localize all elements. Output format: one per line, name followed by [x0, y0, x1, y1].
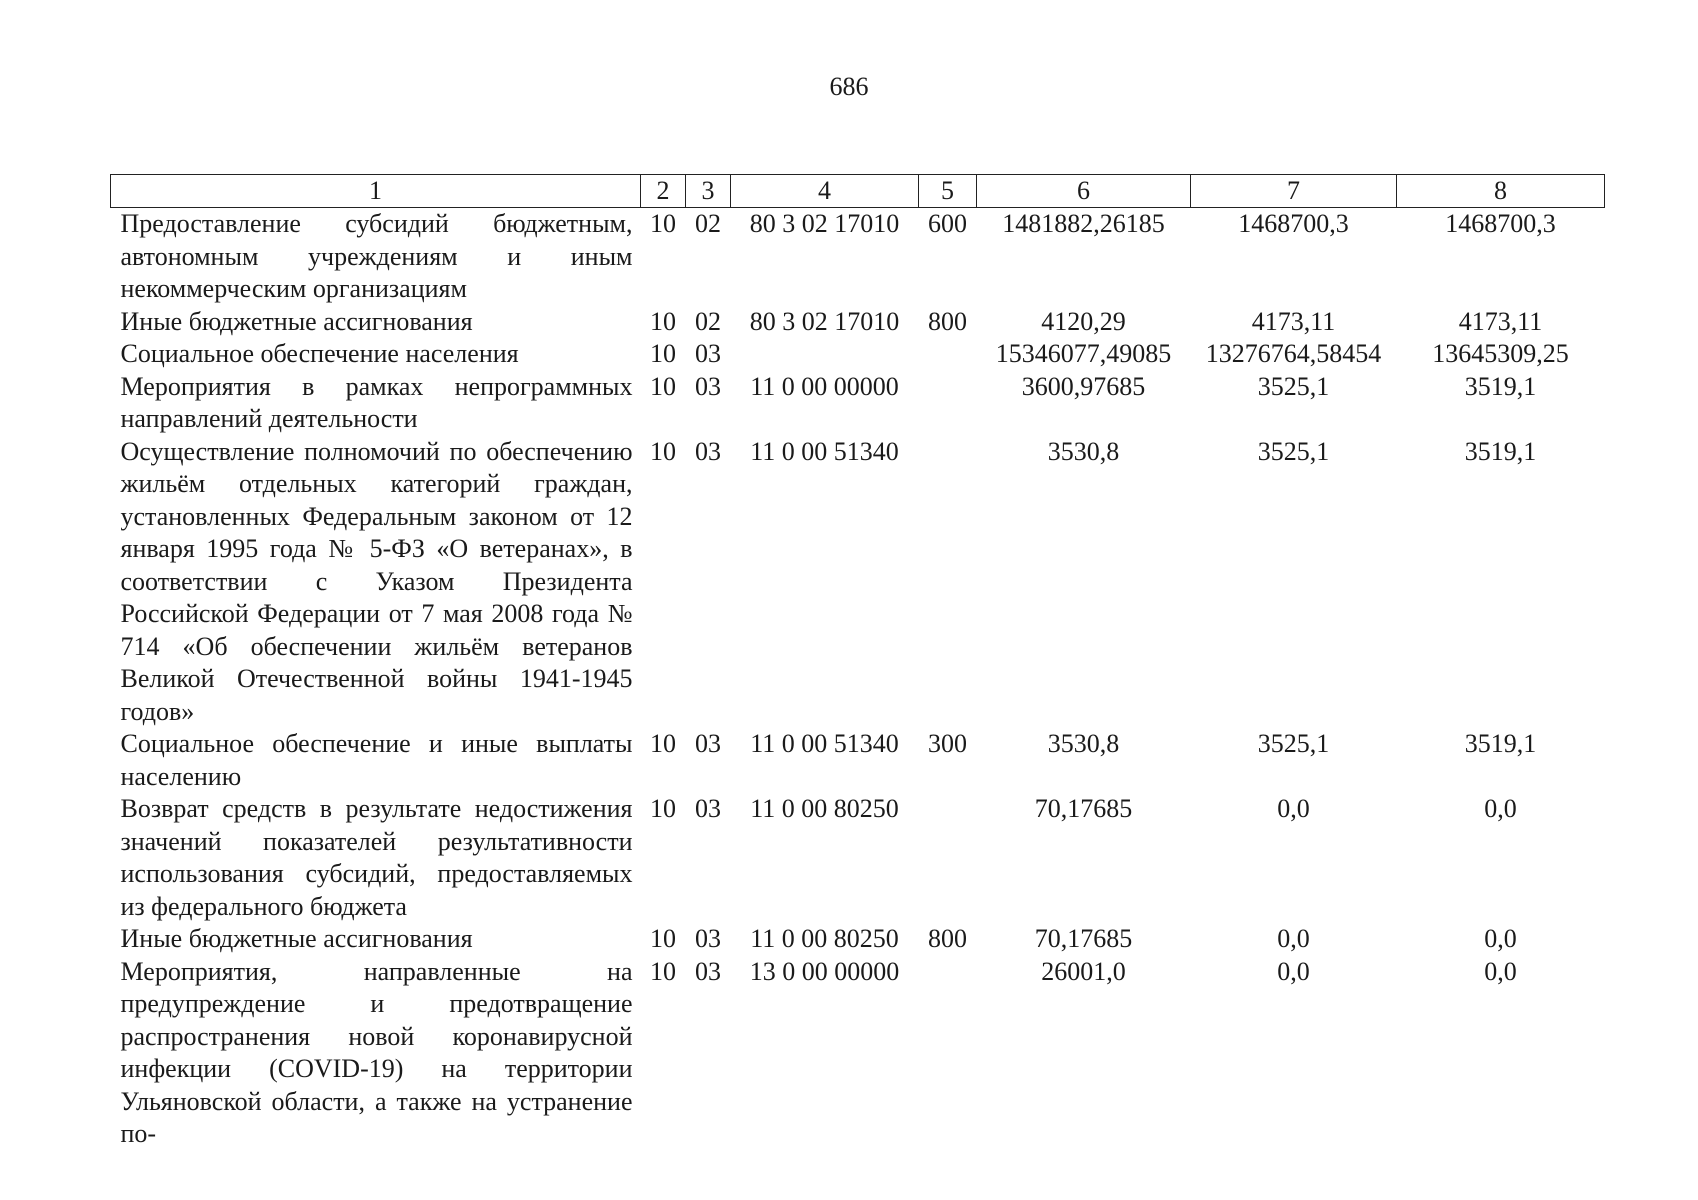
row-section: 10: [650, 956, 676, 986]
column-header-8: 8: [1397, 175, 1605, 208]
row-target-article: 11 0 00 80250: [750, 794, 899, 823]
row-section: 10: [650, 436, 676, 466]
row-expense-type: [919, 793, 977, 923]
table-row: [111, 338, 1605, 371]
row-amount-col7: 0,0: [1277, 956, 1310, 986]
row-name: Социальное обеспечение и иные выплаты населению: [120, 729, 633, 791]
row-section: 10: [650, 794, 676, 823]
row-amount-col8: 1468700,3: [1445, 209, 1556, 238]
row-name: Социальное обеспечение населения: [120, 339, 519, 368]
row-name: Осуществление полномочий по обеспечению жильём отдельных категорий граждан, установленных Федеральным законом от 12 января 1995 года № 5-ФЗ «О ветеранах», в соответствии с Указом Президента Российской Федерации от 7 мая 2008 года № 714 «Об обеспечении жильём ветеранов Великой Отечественной войны 1941-1945 годов»: [120, 436, 633, 726]
row-amount-col7: 3525,1: [1257, 729, 1330, 758]
table-row: [111, 728, 1605, 793]
table-row: [111, 436, 1605, 729]
table-row: [111, 371, 1605, 436]
row-subsection: 03: [695, 924, 721, 953]
table-row: [111, 793, 1605, 923]
page-number: 686: [829, 72, 869, 101]
budget-table: [110, 174, 1605, 1151]
row-name: Возврат средств в результате недостижения значений показателей результативности использования субсидий, предоставляемых из федерального бюджета: [120, 794, 633, 921]
row-amount-col8: 13645309,25: [1432, 339, 1569, 368]
table-row: [111, 923, 1605, 956]
row-amount-col8: 0,0: [1484, 924, 1517, 953]
row-amount-col7: 4173,11: [1251, 306, 1336, 336]
row-target-article: 80 3 02 17010: [749, 306, 900, 336]
row-expense-type: 600: [928, 209, 967, 238]
table-row: [111, 208, 1605, 306]
row-amount-col6: 4120,29: [1041, 306, 1126, 336]
row-section: 10: [650, 371, 676, 401]
row-target-article: 80 3 02 17010: [749, 209, 900, 238]
row-amount-col6: 3530,8: [1047, 436, 1120, 466]
column-header-1: 1: [111, 175, 641, 208]
row-subsection: 02: [695, 209, 721, 238]
column-header-3: 3: [686, 175, 731, 208]
column-header-7: 7: [1191, 175, 1397, 208]
table-row: [111, 956, 1605, 1151]
row-name: Предоставление субсидий бюджетным, автономным учреждениям и иным некоммерческим организациям: [120, 209, 633, 303]
row-amount-col8: 0,0: [1484, 956, 1517, 986]
row-expense-type: 800: [928, 306, 967, 336]
row-amount-col7: 13276764,58454: [1205, 339, 1382, 368]
row-target-article: 11 0 00 51340: [750, 729, 899, 758]
row-subsection: 03: [695, 339, 721, 368]
row-target-article: [731, 338, 919, 371]
row-section: 10: [650, 729, 676, 758]
row-amount-col6: 15346077,49085: [995, 339, 1172, 368]
column-header-5: 5: [919, 175, 977, 208]
row-name: Иные бюджетные ассигнования: [120, 306, 473, 336]
row-amount-col6: 70,17685: [1034, 924, 1133, 953]
row-target-article: 11 0 00 80250: [750, 924, 899, 953]
row-name: Иные бюджетные ассигнования: [120, 924, 473, 953]
row-amount-col7: 1468700,3: [1238, 209, 1349, 238]
row-expense-type: [919, 436, 977, 729]
row-name: Мероприятия в рамках непрограммных направлений деятельности: [120, 371, 633, 433]
row-expense-type: [919, 338, 977, 371]
row-subsection: 03: [695, 371, 721, 401]
row-section: 10: [650, 209, 676, 238]
column-header-6: 6: [977, 175, 1191, 208]
row-name: Мероприятия, направленные на предупреждение и предотвращение распространения новой коронавирусной инфекции (COVID-19) на территории Ульяновской области, а также на устранение по-: [120, 956, 633, 1148]
row-amount-col6: 3600,97685: [1021, 371, 1146, 401]
row-target-article: 11 0 00 51340: [750, 436, 899, 466]
row-target-article: 13 0 00 00000: [749, 956, 900, 986]
row-amount-col8: 3519,1: [1464, 729, 1537, 758]
row-amount-col8: 3519,1: [1464, 371, 1537, 401]
row-amount-col7: 0,0: [1277, 794, 1310, 823]
row-expense-type: 800: [928, 924, 967, 953]
row-amount-col8: 4173,11: [1458, 306, 1543, 336]
table-body: [111, 208, 1605, 1151]
header-row: [111, 175, 1605, 208]
row-amount-col7: 3525,1: [1257, 436, 1330, 466]
row-expense-type: [919, 956, 977, 1151]
table-row: [111, 306, 1605, 339]
row-expense-type: [919, 371, 977, 436]
row-amount-col7: 0,0: [1277, 924, 1310, 953]
row-section: 10: [650, 306, 676, 336]
row-subsection: 03: [695, 436, 721, 466]
row-subsection: 02: [695, 306, 721, 336]
row-amount-col8: 3519,1: [1464, 436, 1537, 466]
row-subsection: 03: [695, 956, 721, 986]
column-header-4: 4: [731, 175, 919, 208]
row-amount-col6: 3530,8: [1047, 729, 1120, 758]
row-amount-col8: 0,0: [1484, 794, 1517, 823]
column-header-2: 2: [641, 175, 686, 208]
row-section: 10: [650, 924, 676, 953]
row-target-article: 11 0 00 00000: [750, 371, 899, 401]
row-amount-col6: 70,17685: [1034, 794, 1133, 823]
row-section: 10: [650, 339, 676, 368]
row-expense-type: 300: [928, 729, 967, 758]
row-subsection: 03: [695, 729, 721, 758]
row-subsection: 03: [695, 794, 721, 823]
row-amount-col6: 26001,0: [1041, 956, 1126, 986]
row-amount-col6: 1481882,26185: [1002, 209, 1165, 238]
row-amount-col7: 3525,1: [1257, 371, 1330, 401]
